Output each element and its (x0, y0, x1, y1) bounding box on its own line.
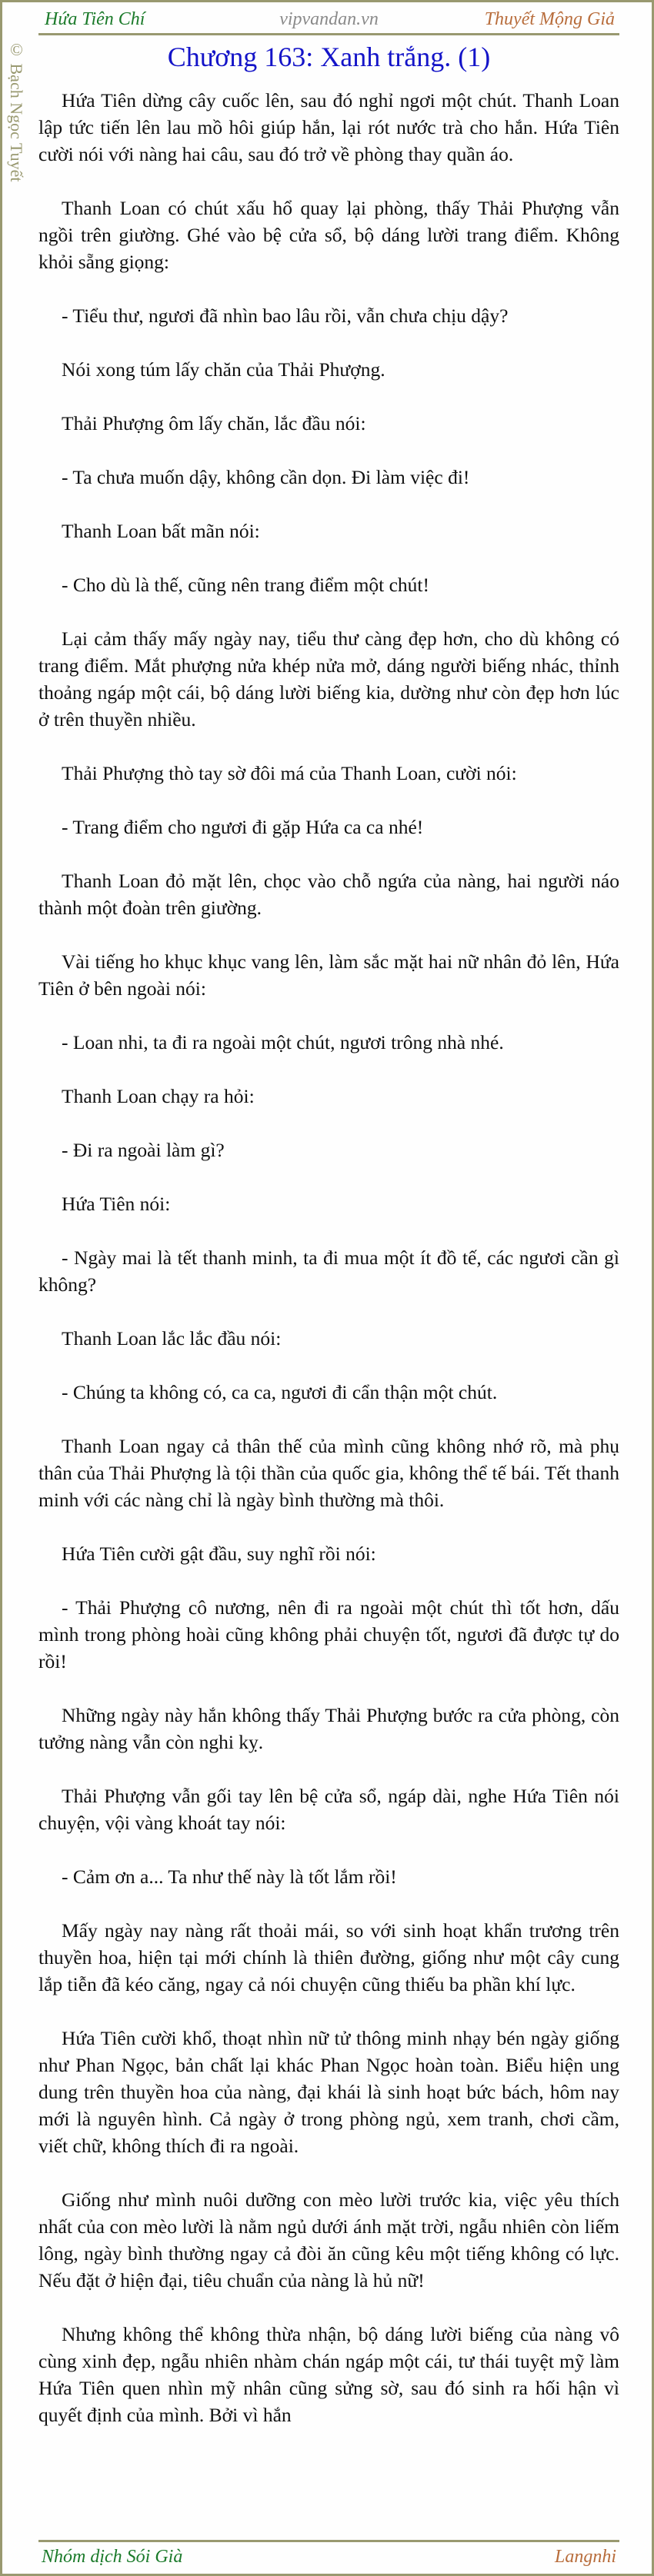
dialogue-line: - Loan nhi, ta đi ra ngoài một chút, ngươi trông nhà nhé. (62, 1031, 504, 1053)
paragraph: Thanh Loan có chút xấu hổ quay lại phòng, thấy Thải Phượng vẫn ngồi trên giường. Ghé vào bệ cửa sổ, bộ dáng lười trang điểm. Không khỏi sẵng giọng: (38, 197, 619, 273)
header-divider (38, 33, 619, 35)
translator-name: Langnhi (554, 2547, 616, 2567)
dialogue-line: - Đi ra ngoài làm gì? (62, 1139, 225, 1161)
dialogue-line: - Tiểu thư, ngươi đã nhìn bao lâu rồi, vẫn chưa chịu dậy? (62, 305, 509, 327)
book-title: Hứa Tiên Chí (45, 9, 145, 29)
paragraph: Thải Phượng thò tay sờ đôi má của Thanh Loan, cười nói: (62, 762, 517, 784)
page-footer (38, 2542, 619, 2573)
paragraph: Thanh Loan chạy ra hỏi: (62, 1085, 255, 1107)
page-header (38, 5, 619, 34)
chapter-title: Chương 163: Xanh trắng. (1) (167, 42, 491, 72)
paragraph: Hứa Tiên nói: (62, 1193, 171, 1215)
dialogue-line: - Trang điểm cho ngươi đi gặp Hứa ca ca nhé! (62, 816, 424, 838)
paragraph: Hứa Tiên cười gật đầu, suy nghĩ rồi nói: (62, 1543, 376, 1565)
paragraph: Thải Phượng vẫn gối tay lên bệ cửa sổ, ngáp dài, nghe Hứa Tiên nói chuyện, vội vàng khoát tay nói: (38, 1785, 619, 1834)
site-name: vipvandan.vn (279, 9, 379, 29)
translation-group: Nhóm dịch Sói Già (42, 2547, 183, 2567)
paragraph: Thải Phượng ôm lấy chăn, lắc đầu nói: (62, 412, 366, 434)
dialogue-line: - Thải Phượng cô nương, nên đi ra ngoài một chút thì tốt hơn, dấu mình trong phòng hoài cũng không phải chuyện tốt, ngươi đã được tự do rồi! (38, 1596, 619, 1672)
paragraph: Lại cảm thấy mấy ngày nay, tiểu thư càng đẹp hơn, cho dù không có trang điểm. Mắt phượng nửa khép nửa mở, dáng người biếng nhác, thỉnh thoảng ngáp một cái, bộ dáng lười biếng kia, dường như còn đẹp hơn lúc ở trên thuyền nhiều. (38, 627, 619, 731)
paragraph: Mấy ngày nay nàng rất thoải mái, so với sinh hoạt khẩn trương trên thuyền hoa, hiện tại mới chính là thiên đường, giống như một cây cung lắp tiễn đã kéo căng, ngay cả nói chuyện cũng thiếu ba phần khí lực. (38, 1919, 619, 1995)
paragraph: Thanh Loan đỏ mặt lên, chọc vào chỗ ngứa của nàng, hai người náo thành một đoàn trên giường. (38, 870, 619, 919)
paragraph: Những ngày này hắn không thấy Thải Phượng bước ra cửa phòng, còn tưởng nàng vẫn còn nghi kỵ. (38, 1704, 619, 1753)
copyright-watermark: © Bạch Ngọc Tuyết (7, 40, 26, 182)
paragraph: Thanh Loan lắc lắc đầu nói: (62, 1327, 282, 1350)
dialogue-line: - Ngày mai là tết thanh minh, ta đi mua một ít đồ tế, các ngươi cần gì không? (38, 1246, 619, 1296)
paragraph: Vài tiếng ho khục khục vang lên, làm sắc mặt hai nữ nhân đỏ lên, Hứa Tiên ở bên ngoài nói: (38, 950, 619, 1000)
dialogue-line: - Chúng ta không có, ca ca, ngươi đi cẩn thận một chút. (62, 1381, 498, 1403)
paragraph: Thanh Loan ngay cả thân thế của mình cũng không nhớ rõ, mà phụ thân của Thải Phượng là tội thần của quốc gia, không thể tế bái. Tết thanh minh với các nàng chỉ là ngày bình thường mà thôi. (38, 1435, 619, 1511)
paragraph: Hứa Tiên cười khổ, thoạt nhìn nữ tử thông minh nhạy bén ngày giống như Phan Ngọc, bản chất lại khác Phan Ngọc hoàn toàn. Biểu hiện ung dung trên thuyền hoa của nàng, đại khái là sinh hoạt bức bách, hôm nay mới là nguyên hình. Cả ngày ở trong phòng ngủ, xem tranh, chơi cầm, viết chữ, không thích đi ra ngoài. (38, 2027, 619, 2157)
paragraph: Nhưng không thể không thừa nhận, bộ dáng lười biếng của nàng vô cùng xinh đẹp, ngẫu nhiên nhàm chán ngáp một cái, tư thái tuyệt mỹ làm Hứa Tiên quen nhìn mỹ nhân cũng sửng sờ, sau đó sinh ra hối hận vì quyết định của mình. Bởi vì hắn (38, 2323, 619, 2426)
chapter-body (38, 87, 619, 2455)
dialogue-line: - Ta chưa muốn dậy, không cần dọn. Đi làm việc đi! (62, 466, 470, 488)
author-name: Thuyết Mộng Giả (484, 9, 615, 29)
paragraph: Nói xong túm lấy chăn của Thải Phượng. (62, 358, 385, 381)
paragraph: Thanh Loan bất mãn nói: (62, 520, 260, 542)
paragraph: Hứa Tiên dừng cây cuốc lên, sau đó nghỉ ngơi một chút. Thanh Loan lập tức tiến lên lau mồ hôi giúp hắn, lại rót nước trà cho hắn. Hứa Tiên cười nói với nàng hai câu, sau đó trở về phòng thay quần áo. (38, 89, 619, 165)
paragraph: Giống như mình nuôi dưỡng con mèo lười trước kia, việc yêu thích nhất của con mèo lười là nằm ngủ dưới ánh mặt trời, ngẫu nhiên còn liếm lông, ngày bình thường ngay cả đòi ăn cũng kêu một tiếng không có lực. Nếu đặt ở hiện đại, tiêu chuẩn của nàng là hủ nữ! (38, 2188, 619, 2291)
dialogue-line: - Cảm ơn a... Ta như thế này là tốt lắm rồi! (62, 1865, 397, 1888)
dialogue-line: - Cho dù là thế, cũng nên trang điểm một chút! (62, 574, 430, 596)
